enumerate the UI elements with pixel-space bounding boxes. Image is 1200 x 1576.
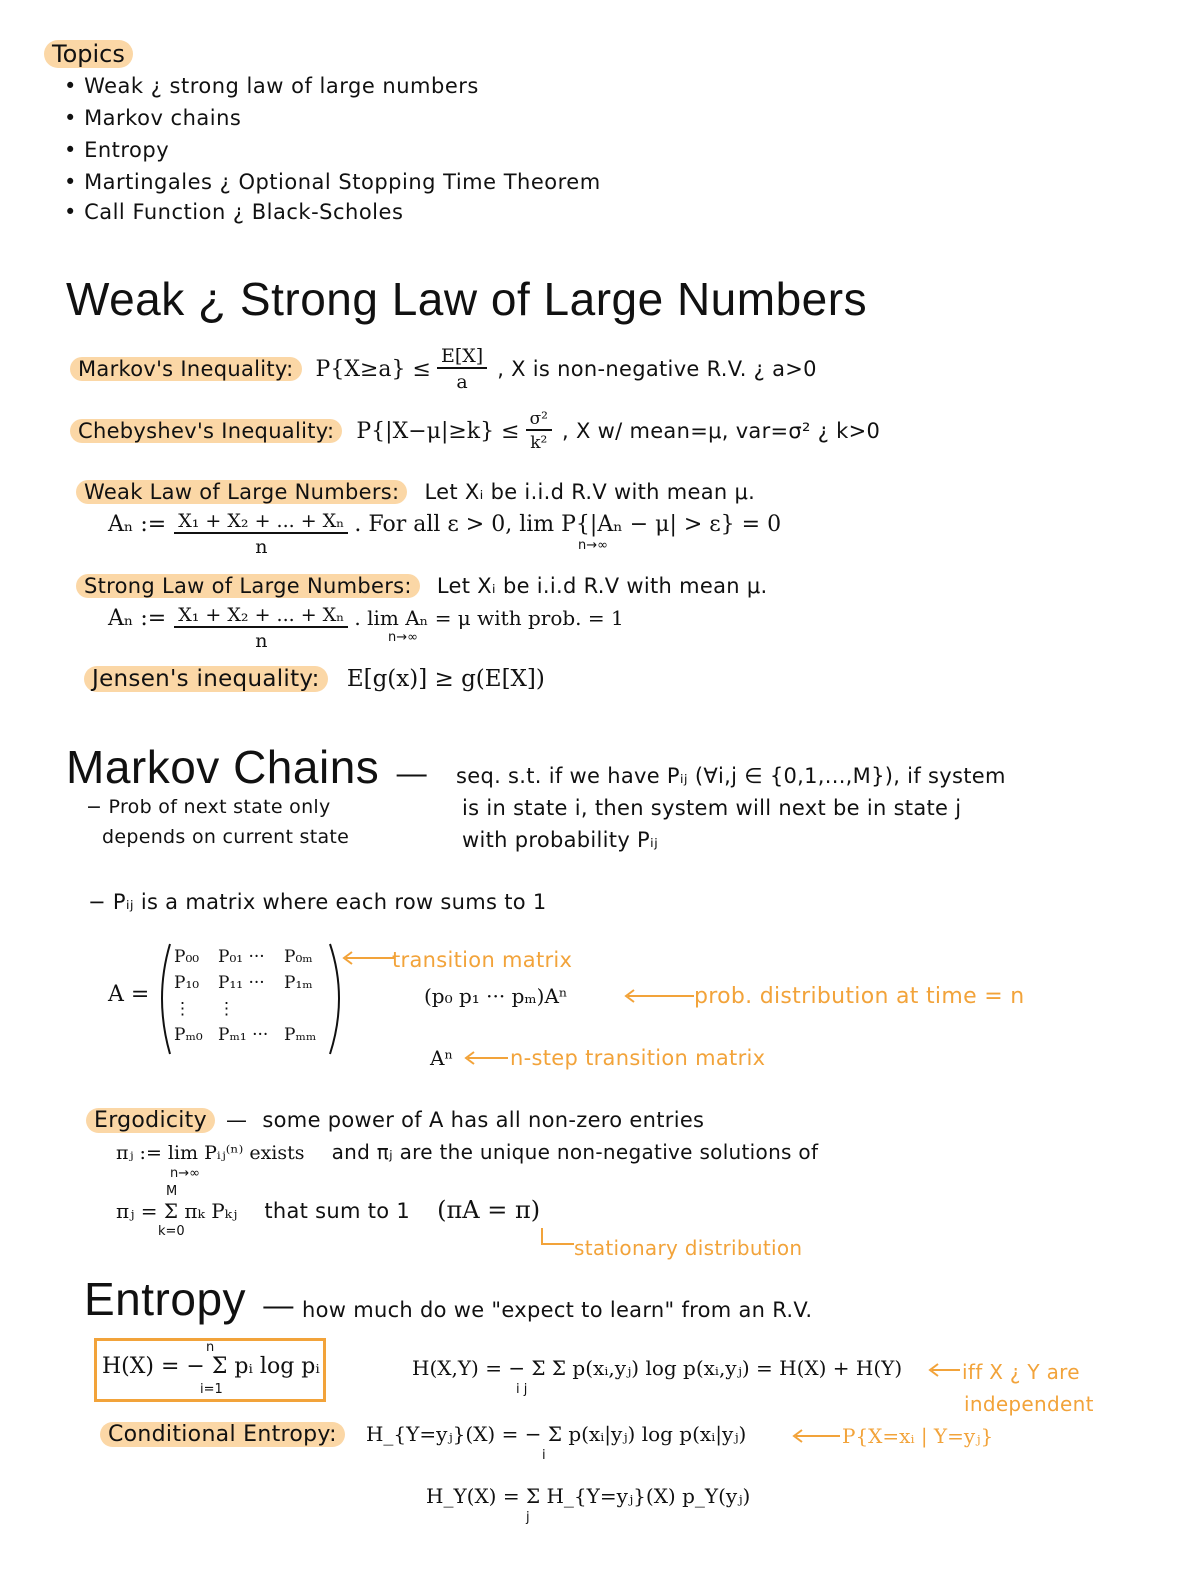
ergodicity-dash: — (226, 1108, 248, 1132)
joint-entropy-note: independent (964, 1392, 1094, 1416)
weak-lln-formula (108, 510, 781, 566)
pi-definition-formula: πⱼ := lim Pᵢⱼ⁽ⁿ⁾ exists (116, 1142, 305, 1164)
nstep-formula: Aⁿ (430, 1046, 454, 1070)
matrix-row: ⋮ ⋮ (174, 999, 235, 1019)
markov-desc-line: is in state i, then system will next be in state j (462, 796, 962, 820)
chebyshev-fraction: $\frac{\text{σ²}}{\text{k²}}$ (526, 409, 552, 453)
sum-top: M (166, 1184, 178, 1199)
conditional-entropy-formula: H_{Y=yⱼ}(X) = − Σ p(xᵢ|yⱼ) log p(xᵢ|yⱼ) (365, 1422, 747, 1446)
weak-lln-rest: . For all ε > 0, lim P{|Aₙ − μ| > ε} = 0 (354, 512, 782, 537)
strong-lln (76, 574, 767, 598)
stationary-equation (116, 1196, 540, 1224)
markov-note-line: − Prob of next state only (86, 796, 331, 818)
distribution-label: prob. distribution at time = n (694, 984, 1025, 1009)
markov-inequality (70, 342, 817, 396)
transition-matrix (174, 944, 316, 1048)
weak-lln-desc: Let Xᵢ be i.i.d R.V with mean μ. (424, 480, 756, 504)
matrix-label: A = (108, 982, 150, 1007)
joint-entropy-note: iff X ¿ Y are (962, 1360, 1080, 1384)
topic-item: • Entropy (64, 138, 170, 162)
markov-inequality-label: Markov's Inequality: (70, 357, 302, 381)
stationary-sum-desc: that sum to 1 (264, 1199, 411, 1223)
section-heading-lln: Weak ¿ Strong Law of Large Numbers (66, 273, 868, 325)
transition-matrix-label: transition matrix (392, 948, 573, 972)
jensen-inequality (84, 666, 545, 692)
conditional-entropy (100, 1422, 746, 1447)
arrow-left-icon (462, 1050, 510, 1066)
entropy-sum-bottom: i=1 (200, 1382, 223, 1397)
ergodicity-label: Ergodicity (86, 1108, 215, 1133)
topic-item: • Markov chains (64, 106, 242, 130)
weak-lln-limit-sub: n→∞ (578, 538, 608, 553)
strong-lln-label: Strong Law of Large Numbers: (76, 574, 420, 598)
strong-lln-an: Aₙ := (108, 606, 167, 631)
strong-lln-fraction: $\frac{\text{X₁ + X₂ + ... + Xₙ}}{n}$ (174, 604, 348, 652)
entropy-formula: H(X) = − Σ pᵢ log pᵢ (102, 1354, 320, 1379)
weak-lln-fraction: $\frac{\text{X₁ + X₂ + ... + Xₙ}}{n}$ (174, 510, 348, 558)
distribution-formula: (p₀ p₁ ··· pₘ)Aⁿ (424, 984, 568, 1008)
chebyshev-condition: , X w/ mean=μ, var=σ² ¿ k>0 (562, 419, 881, 443)
nstep-label: n-step transition matrix (510, 1046, 766, 1070)
topics-title: Topics (44, 40, 133, 68)
arrow-left-icon (340, 950, 396, 966)
chebyshev-inequality (70, 404, 880, 458)
matrix-row: P₀₀ P₀₁ ··· P₀ₘ (174, 947, 313, 967)
section-heading-markov-chains: Markov Chains — (66, 741, 428, 793)
ergodicity-desc: some power of A has all non-zero entries (262, 1108, 705, 1132)
matrix-row: Pₘ₀ Pₘ₁ ··· Pₘₘ (174, 1025, 317, 1045)
pi-limit-sub: n→∞ (170, 1166, 200, 1181)
joint-entropy-sub: i j (516, 1382, 528, 1397)
joint-entropy-formula: H(X,Y) = − Σ Σ p(xᵢ,yⱼ) log p(xᵢ,yⱼ) = H(X) + H(Y) (412, 1356, 903, 1380)
topic-item: • Weak ¿ strong law of large numbers (64, 74, 479, 98)
markov-condition: , X is non-negative R.V. ¿ a>0 (497, 357, 817, 381)
weak-lln-label: Weak Law of Large Numbers: (76, 480, 407, 504)
chebyshev-inequality-label: Chebyshev's Inequality: (70, 419, 342, 443)
markov-fraction: $\frac{E[X]}{a}$ (437, 345, 487, 393)
row-sum-note: − Pᵢⱼ is a matrix where each row sums to 1 (88, 890, 547, 914)
sum-bottom: k=0 (158, 1224, 185, 1239)
markov-desc-line: with probability Pᵢⱼ (462, 828, 659, 852)
stationary-sum-formula: πⱼ = Σ πₖ Pₖⱼ (116, 1199, 238, 1223)
section-heading-entropy: Entropy — (84, 1273, 294, 1325)
topic-item: • Martingales ¿ Optional Stopping Time Theorem (64, 170, 601, 194)
conditional-entropy-label: Conditional Entropy: (100, 1422, 345, 1447)
arrow-left-icon (622, 988, 696, 1004)
jensen-label: Jensen's inequality: (84, 666, 328, 692)
markov-note-line: depends on current state (102, 826, 350, 848)
chebyshev-inequality-lhs: P{|X−μ|≥k} ≤ (356, 418, 520, 444)
markov-inequality-lhs: P{X≥a} ≤ (315, 356, 431, 382)
ergodicity (86, 1108, 704, 1133)
strong-lln-limit-sub: n→∞ (388, 630, 418, 645)
conditional-entropy-sub-2: j (526, 1510, 530, 1525)
arrow-left-icon (926, 1362, 962, 1378)
weak-lln (76, 480, 755, 504)
stationary-label: stationary distribution (574, 1236, 803, 1260)
entropy-sum-top: n (206, 1340, 215, 1355)
pi-definition (116, 1140, 818, 1164)
stationary-paren: (πA = π) (437, 1196, 541, 1224)
matrix-row: P₁₀ P₁₁ ··· P₁ₘ (174, 973, 313, 993)
conditional-entropy-sub: i (542, 1448, 546, 1463)
markov-desc-line: seq. s.t. if we have Pᵢⱼ (∀i,j ∈ {0,1,...,M}), if system (456, 764, 1006, 788)
conditional-probability-note: P{X=xᵢ | Y=yⱼ} (842, 1424, 994, 1448)
entropy-desc: how much do we "expect to learn" from an R.V. (302, 1298, 813, 1322)
pi-definition-desc: and πⱼ are the unique non-negative solutions of (331, 1140, 819, 1164)
strong-lln-formula (108, 604, 624, 660)
strong-lln-desc: Let Xᵢ be i.i.d R.V with mean μ. (436, 574, 768, 598)
arrow-corner-icon (538, 1226, 578, 1252)
conditional-entropy-formula-2: H_Y(X) = Σ H_{Y=yⱼ}(X) p_Y(yⱼ) (426, 1484, 751, 1508)
topic-item: • Call Function ¿ Black-Scholes (64, 200, 404, 224)
arrow-left-icon (790, 1428, 842, 1444)
strong-lln-rest: . lim Aₙ = μ with prob. = 1 (354, 606, 624, 630)
jensen-formula: E[g(x)] ≥ g(E[X]) (346, 666, 545, 692)
weak-lln-an: Aₙ := (108, 512, 167, 537)
